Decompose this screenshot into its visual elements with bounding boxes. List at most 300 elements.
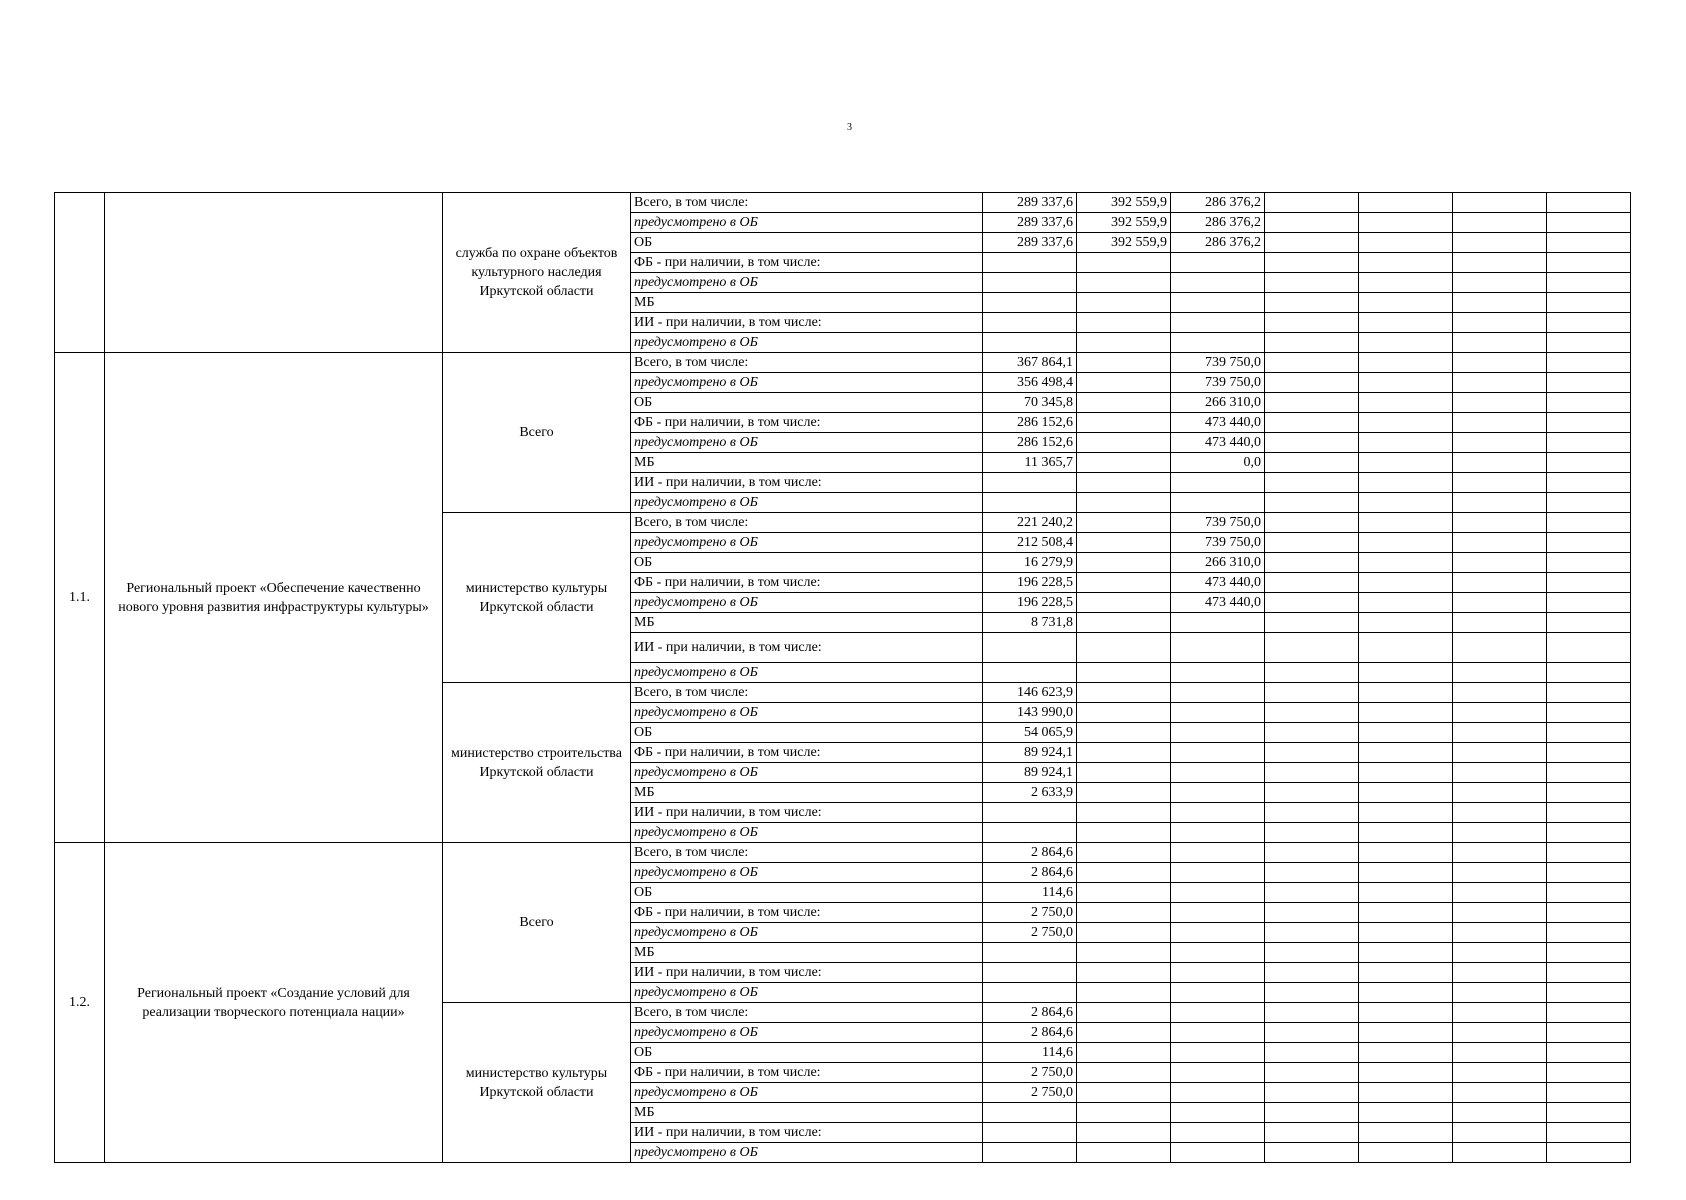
value-cell xyxy=(1547,823,1631,843)
value-cell xyxy=(1359,1103,1453,1123)
value-cell: 286 152,6 xyxy=(983,433,1077,453)
value-cell xyxy=(1453,293,1547,313)
value-cell xyxy=(1265,473,1359,493)
value-cell xyxy=(1077,1083,1171,1103)
value-cell xyxy=(1359,313,1453,333)
value-cell: 739 750,0 xyxy=(1171,533,1265,553)
value-cell xyxy=(1359,903,1453,923)
value-cell xyxy=(1453,1063,1547,1083)
value-cell xyxy=(1077,513,1171,533)
value-cell xyxy=(1265,413,1359,433)
value-cell xyxy=(1547,783,1631,803)
value-cell xyxy=(1547,353,1631,373)
value-cell xyxy=(1359,803,1453,823)
value-cell xyxy=(983,253,1077,273)
value-cell xyxy=(1265,253,1359,273)
value-cell: 146 623,9 xyxy=(983,683,1077,703)
value-cell xyxy=(1077,613,1171,633)
value-cell xyxy=(1359,633,1453,663)
value-cell xyxy=(1359,553,1453,573)
source-label-cell: Всего, в том числе: xyxy=(631,843,983,863)
value-cell xyxy=(1359,433,1453,453)
value-cell xyxy=(1171,783,1265,803)
value-cell xyxy=(1171,843,1265,863)
value-cell xyxy=(1453,253,1547,273)
source-label-cell: ИИ - при наличии, в том числе: xyxy=(631,313,983,333)
source-label-cell: ИИ - при наличии, в том числе: xyxy=(631,1123,983,1143)
value-cell xyxy=(1453,1083,1547,1103)
value-cell: 266 310,0 xyxy=(1171,553,1265,573)
value-cell xyxy=(1171,1003,1265,1023)
value-cell xyxy=(1359,1083,1453,1103)
source-label-cell: МБ xyxy=(631,453,983,473)
value-cell xyxy=(1077,923,1171,943)
value-cell xyxy=(1077,293,1171,313)
table-row xyxy=(55,353,1631,373)
value-cell: 739 750,0 xyxy=(1171,513,1265,533)
value-cell xyxy=(1077,843,1171,863)
value-cell xyxy=(1359,193,1453,213)
source-label-cell: предусмотрено в ОБ xyxy=(631,533,983,553)
value-cell xyxy=(1453,213,1547,233)
table-row xyxy=(55,843,1631,863)
value-cell xyxy=(1359,983,1453,1003)
value-cell xyxy=(1359,843,1453,863)
value-cell: 114,6 xyxy=(983,1043,1077,1063)
source-label-cell: предусмотрено в ОБ xyxy=(631,373,983,393)
value-cell xyxy=(1077,1023,1171,1043)
value-cell xyxy=(1547,573,1631,593)
value-cell xyxy=(1077,663,1171,683)
value-cell xyxy=(1453,1003,1547,1023)
value-cell xyxy=(1265,763,1359,783)
value-cell xyxy=(1359,453,1453,473)
project-name-cell: Региональный проект «Создание условий для реализации творческого потенциала нации» xyxy=(105,843,443,1163)
value-cell xyxy=(1453,743,1547,763)
value-cell xyxy=(1453,353,1547,373)
value-cell xyxy=(1453,863,1547,883)
source-label-cell: ФБ - при наличии, в том числе: xyxy=(631,573,983,593)
value-cell xyxy=(1171,1083,1265,1103)
value-cell: 0,0 xyxy=(1171,453,1265,473)
page-number: 3 xyxy=(847,122,852,133)
value-cell xyxy=(1265,823,1359,843)
value-cell xyxy=(1265,943,1359,963)
financing-table-container xyxy=(54,192,1631,1163)
source-label-cell: ИИ - при наличии, в том числе: xyxy=(631,473,983,493)
value-cell xyxy=(1265,1043,1359,1063)
source-label-cell: ОБ xyxy=(631,883,983,903)
value-cell xyxy=(1265,193,1359,213)
value-cell xyxy=(1265,233,1359,253)
source-label-cell: ИИ - при наличии, в том числе: xyxy=(631,633,983,663)
executor-cell: министерство строительства Иркутской области xyxy=(443,683,631,843)
project-name-cell: Региональный проект «Обеспечение качественно нового уровня развития инфраструктуры культуры» xyxy=(105,353,443,843)
value-cell xyxy=(1359,883,1453,903)
value-cell xyxy=(1453,333,1547,353)
source-label-cell: ОБ xyxy=(631,1043,983,1063)
source-label-cell: предусмотрено в ОБ xyxy=(631,1143,983,1163)
value-cell xyxy=(1453,943,1547,963)
value-cell xyxy=(1265,393,1359,413)
source-label-cell: предусмотрено в ОБ xyxy=(631,983,983,1003)
value-cell xyxy=(1547,1063,1631,1083)
value-cell xyxy=(1453,663,1547,683)
value-cell: 2 750,0 xyxy=(983,1063,1077,1083)
value-cell xyxy=(1453,1043,1547,1063)
value-cell xyxy=(1171,1123,1265,1143)
value-cell xyxy=(1077,313,1171,333)
value-cell xyxy=(1547,333,1631,353)
value-cell xyxy=(1547,1043,1631,1063)
value-cell xyxy=(983,293,1077,313)
value-cell xyxy=(1453,613,1547,633)
value-cell xyxy=(1171,703,1265,723)
value-cell xyxy=(1359,783,1453,803)
value-cell xyxy=(1171,1143,1265,1163)
source-label-cell: ОБ xyxy=(631,393,983,413)
value-cell xyxy=(1171,313,1265,333)
value-cell xyxy=(1547,393,1631,413)
value-cell xyxy=(1453,1023,1547,1043)
value-cell xyxy=(1171,293,1265,313)
value-cell xyxy=(1077,783,1171,803)
value-cell xyxy=(1265,863,1359,883)
value-cell xyxy=(1547,593,1631,613)
value-cell xyxy=(1453,703,1547,723)
value-cell xyxy=(983,273,1077,293)
value-cell xyxy=(983,1103,1077,1123)
value-cell xyxy=(1077,393,1171,413)
value-cell xyxy=(1547,1083,1631,1103)
value-cell xyxy=(1171,963,1265,983)
value-cell: 289 337,6 xyxy=(983,213,1077,233)
value-cell xyxy=(1171,763,1265,783)
value-cell xyxy=(1265,923,1359,943)
value-cell xyxy=(1453,533,1547,553)
value-cell: 196 228,5 xyxy=(983,573,1077,593)
value-cell xyxy=(1453,843,1547,863)
value-cell xyxy=(1547,983,1631,1003)
value-cell xyxy=(1077,493,1171,513)
value-cell: 89 924,1 xyxy=(983,743,1077,763)
source-label-cell: предусмотрено в ОБ xyxy=(631,863,983,883)
value-cell xyxy=(1077,683,1171,703)
value-cell: 473 440,0 xyxy=(1171,433,1265,453)
value-cell xyxy=(1265,703,1359,723)
value-cell xyxy=(983,983,1077,1003)
value-cell xyxy=(1359,1143,1453,1163)
value-cell xyxy=(1547,433,1631,453)
source-label-cell: ФБ - при наличии, в том числе: xyxy=(631,1063,983,1083)
value-cell xyxy=(1547,453,1631,473)
value-cell xyxy=(1077,633,1171,663)
value-cell xyxy=(1077,373,1171,393)
value-cell xyxy=(1265,1143,1359,1163)
value-cell xyxy=(1453,233,1547,253)
value-cell xyxy=(1547,1003,1631,1023)
value-cell xyxy=(1077,473,1171,493)
value-cell xyxy=(983,943,1077,963)
value-cell xyxy=(1265,373,1359,393)
value-cell: 392 559,9 xyxy=(1077,213,1171,233)
value-cell xyxy=(1359,493,1453,513)
value-cell xyxy=(1265,353,1359,373)
value-cell xyxy=(1077,983,1171,1003)
value-cell xyxy=(1453,633,1547,663)
value-cell: 356 498,4 xyxy=(983,373,1077,393)
source-label-cell: предусмотрено в ОБ xyxy=(631,273,983,293)
value-cell xyxy=(1265,783,1359,803)
value-cell xyxy=(983,333,1077,353)
value-cell xyxy=(1359,533,1453,553)
value-cell: 2 864,6 xyxy=(983,1023,1077,1043)
value-cell xyxy=(1077,253,1171,273)
value-cell xyxy=(1265,983,1359,1003)
source-label-cell: Всего, в том числе: xyxy=(631,1003,983,1023)
value-cell: 266 310,0 xyxy=(1171,393,1265,413)
value-cell xyxy=(1265,963,1359,983)
value-cell xyxy=(1547,373,1631,393)
value-cell xyxy=(1359,823,1453,843)
value-cell: 2 864,6 xyxy=(983,1003,1077,1023)
value-cell xyxy=(1453,1103,1547,1123)
project-name-cell xyxy=(105,193,443,353)
value-cell xyxy=(1077,1103,1171,1123)
source-label-cell: ОБ xyxy=(631,723,983,743)
value-cell xyxy=(1077,883,1171,903)
source-label-cell: МБ xyxy=(631,783,983,803)
value-cell xyxy=(1547,473,1631,493)
value-cell xyxy=(983,963,1077,983)
value-cell xyxy=(1359,763,1453,783)
value-cell xyxy=(1453,723,1547,743)
value-cell xyxy=(1265,273,1359,293)
value-cell xyxy=(1547,943,1631,963)
value-cell xyxy=(983,803,1077,823)
value-cell xyxy=(1453,413,1547,433)
value-cell xyxy=(1077,943,1171,963)
value-cell xyxy=(1077,593,1171,613)
value-cell xyxy=(1077,903,1171,923)
value-cell xyxy=(1265,493,1359,513)
value-cell xyxy=(1265,573,1359,593)
executor-cell: Всего xyxy=(443,843,631,1003)
value-cell xyxy=(1359,1063,1453,1083)
value-cell xyxy=(1547,763,1631,783)
value-cell xyxy=(1077,333,1171,353)
source-label-cell: Всего, в том числе: xyxy=(631,513,983,533)
value-cell xyxy=(1359,213,1453,233)
item-number-cell xyxy=(55,193,105,353)
source-label-cell: ФБ - при наличии, в том числе: xyxy=(631,903,983,923)
value-cell xyxy=(1359,253,1453,273)
source-label-cell: ИИ - при наличии, в том числе: xyxy=(631,963,983,983)
value-cell xyxy=(1359,863,1453,883)
value-cell xyxy=(1265,903,1359,923)
value-cell xyxy=(1453,803,1547,823)
value-cell: 70 345,8 xyxy=(983,393,1077,413)
value-cell xyxy=(1547,1103,1631,1123)
value-cell xyxy=(1171,823,1265,843)
value-cell xyxy=(1547,1123,1631,1143)
value-cell xyxy=(1453,573,1547,593)
value-cell xyxy=(1359,353,1453,373)
value-cell xyxy=(1171,253,1265,273)
value-cell xyxy=(1547,253,1631,273)
source-label-cell: ОБ xyxy=(631,553,983,573)
value-cell xyxy=(1265,313,1359,333)
source-label-cell: предусмотрено в ОБ xyxy=(631,333,983,353)
item-number-cell: 1.2. xyxy=(55,843,105,1163)
value-cell xyxy=(1453,683,1547,703)
value-cell xyxy=(1171,943,1265,963)
value-cell: 739 750,0 xyxy=(1171,353,1265,373)
value-cell xyxy=(1359,293,1453,313)
value-cell xyxy=(1265,213,1359,233)
value-cell xyxy=(1453,553,1547,573)
value-cell xyxy=(1359,473,1453,493)
value-cell: 89 924,1 xyxy=(983,763,1077,783)
source-label-cell: предусмотрено в ОБ xyxy=(631,823,983,843)
source-label-cell: МБ xyxy=(631,613,983,633)
value-cell xyxy=(1171,1063,1265,1083)
source-label-cell: предусмотрено в ОБ xyxy=(631,923,983,943)
value-cell xyxy=(1453,903,1547,923)
value-cell xyxy=(1077,863,1171,883)
value-cell: 289 337,6 xyxy=(983,193,1077,213)
value-cell xyxy=(1171,333,1265,353)
value-cell xyxy=(1359,573,1453,593)
value-cell xyxy=(1453,883,1547,903)
value-cell xyxy=(1077,1063,1171,1083)
value-cell xyxy=(1547,663,1631,683)
executor-cell: министерство культуры Иркутской области xyxy=(443,513,631,683)
executor-cell: Всего xyxy=(443,353,631,513)
value-cell: 286 376,2 xyxy=(1171,233,1265,253)
value-cell xyxy=(1077,553,1171,573)
value-cell xyxy=(1077,533,1171,553)
value-cell xyxy=(1547,723,1631,743)
value-cell xyxy=(1359,593,1453,613)
value-cell: 392 559,9 xyxy=(1077,233,1171,253)
value-cell xyxy=(1547,883,1631,903)
source-label-cell: ФБ - при наличии, в том числе: xyxy=(631,743,983,763)
value-cell xyxy=(1265,683,1359,703)
value-cell xyxy=(1453,1143,1547,1163)
value-cell xyxy=(1077,453,1171,473)
value-cell xyxy=(1171,883,1265,903)
source-label-cell: предусмотрено в ОБ xyxy=(631,593,983,613)
value-cell xyxy=(1077,353,1171,373)
source-label-cell: предусмотрено в ОБ xyxy=(631,663,983,683)
value-cell xyxy=(1171,493,1265,513)
value-cell xyxy=(1547,313,1631,333)
source-label-cell: предусмотрено в ОБ xyxy=(631,763,983,783)
value-cell xyxy=(983,493,1077,513)
value-cell xyxy=(1077,1143,1171,1163)
value-cell xyxy=(1265,803,1359,823)
value-cell xyxy=(1453,1123,1547,1143)
value-cell xyxy=(983,1143,1077,1163)
value-cell xyxy=(1077,1003,1171,1023)
value-cell xyxy=(1265,453,1359,473)
value-cell xyxy=(1171,743,1265,763)
value-cell xyxy=(1359,1023,1453,1043)
item-number-cell: 1.1. xyxy=(55,353,105,843)
value-cell xyxy=(1453,763,1547,783)
value-cell xyxy=(1171,1023,1265,1043)
value-cell: 286 376,2 xyxy=(1171,193,1265,213)
source-label-cell: Всего, в том числе: xyxy=(631,353,983,373)
source-label-cell: предусмотрено в ОБ xyxy=(631,1023,983,1043)
value-cell xyxy=(1359,663,1453,683)
value-cell xyxy=(1359,233,1453,253)
executor-cell: министерство культуры Иркутской области xyxy=(443,1003,631,1163)
value-cell: 739 750,0 xyxy=(1171,373,1265,393)
value-cell xyxy=(1265,633,1359,663)
value-cell xyxy=(1547,293,1631,313)
value-cell xyxy=(1547,1143,1631,1163)
value-cell xyxy=(1171,723,1265,743)
value-cell xyxy=(1453,983,1547,1003)
value-cell xyxy=(1265,743,1359,763)
value-cell: 54 065,9 xyxy=(983,723,1077,743)
value-cell xyxy=(1265,1063,1359,1083)
value-cell xyxy=(1265,1083,1359,1103)
value-cell xyxy=(1171,1043,1265,1063)
value-cell xyxy=(1359,613,1453,633)
source-label-cell: предусмотрено в ОБ xyxy=(631,213,983,233)
source-label-cell: предусмотрено в ОБ xyxy=(631,493,983,513)
value-cell xyxy=(1171,663,1265,683)
value-cell xyxy=(1359,1003,1453,1023)
value-cell xyxy=(1547,213,1631,233)
value-cell xyxy=(1547,843,1631,863)
value-cell xyxy=(1265,1003,1359,1023)
value-cell xyxy=(1453,963,1547,983)
value-cell xyxy=(1453,433,1547,453)
value-cell xyxy=(1453,273,1547,293)
value-cell xyxy=(1359,333,1453,353)
value-cell: 11 365,7 xyxy=(983,453,1077,473)
source-label-cell: Всего, в том числе: xyxy=(631,193,983,213)
source-label-cell: МБ xyxy=(631,1103,983,1123)
value-cell xyxy=(983,823,1077,843)
value-cell xyxy=(1077,823,1171,843)
table-row xyxy=(55,193,1631,213)
value-cell: 2 864,6 xyxy=(983,843,1077,863)
value-cell xyxy=(1359,743,1453,763)
value-cell xyxy=(1359,273,1453,293)
value-cell xyxy=(1359,683,1453,703)
value-cell: 16 279,9 xyxy=(983,553,1077,573)
value-cell xyxy=(1171,983,1265,1003)
value-cell: 2 750,0 xyxy=(983,1083,1077,1103)
value-cell xyxy=(1547,193,1631,213)
value-cell: 143 990,0 xyxy=(983,703,1077,723)
value-cell xyxy=(1077,743,1171,763)
value-cell xyxy=(1359,943,1453,963)
value-cell xyxy=(1077,573,1171,593)
value-cell xyxy=(1265,553,1359,573)
value-cell xyxy=(1547,683,1631,703)
value-cell: 2 864,6 xyxy=(983,863,1077,883)
value-cell xyxy=(1171,273,1265,293)
value-cell xyxy=(1171,1103,1265,1123)
value-cell xyxy=(1171,923,1265,943)
value-cell xyxy=(1077,1043,1171,1063)
